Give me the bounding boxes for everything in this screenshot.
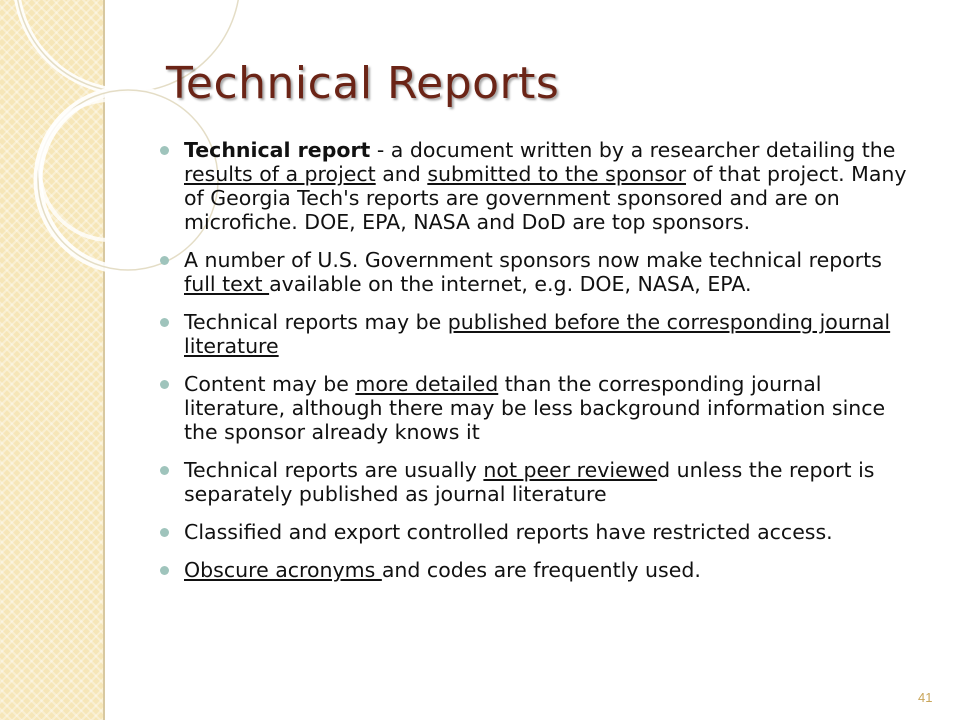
bullet-text: - a document written by a researcher detailing the xyxy=(370,138,896,162)
bullet-text: Content may be xyxy=(184,372,356,396)
underlined-text: published before the corresponding journal literature xyxy=(184,310,891,358)
slide-title: Technical Reports xyxy=(166,58,560,109)
bullet-text: Technical reports are usually xyxy=(184,458,484,482)
bullet-text: and xyxy=(375,162,428,186)
underlined-text: submitted to the sponsor xyxy=(427,162,687,186)
bullet-item xyxy=(160,248,920,296)
bullet-text: A number of U.S. Government sponsors now make technical reports xyxy=(184,248,882,272)
bullet-list xyxy=(160,138,920,596)
bullet-text: of that project. Many of Georgia Tech's reports are government sponsored and are on microfiche. DOE, EPA, NASA and DoD are top sponsors. xyxy=(184,162,907,234)
bullet-item xyxy=(160,520,920,544)
bullet-item xyxy=(160,558,920,582)
bullet-item xyxy=(160,372,920,444)
bullet-text: than the corresponding journal literature, although there may be less background information since the sponsor already knows it xyxy=(184,372,886,444)
underlined-text: results of a project xyxy=(184,162,376,186)
bullet-text: d unless the report is separately published as journal literature xyxy=(184,458,875,506)
underlined-text: full text xyxy=(184,272,270,296)
bullet-dot-icon xyxy=(160,566,169,575)
underlined-text: more detailed xyxy=(355,372,499,396)
underlined-text: not peer reviewe xyxy=(483,458,658,482)
bullet-text: Classified and export controlled reports have restricted access. xyxy=(184,520,833,544)
bullet-item xyxy=(160,310,920,358)
bullet-dot-icon xyxy=(160,256,169,265)
decorative-sidebar xyxy=(0,0,105,720)
underlined-text: Obscure acronyms xyxy=(184,558,382,582)
bullet-dot-icon xyxy=(160,380,169,389)
bullet-dot-icon xyxy=(160,146,169,155)
bullet-item xyxy=(160,458,920,506)
page-number: 41 xyxy=(918,690,933,705)
bold-text: Technical report xyxy=(184,138,371,162)
bullet-item xyxy=(160,138,920,234)
bullet-text: available on the internet, e.g. DOE, NASA, EPA. xyxy=(269,272,752,296)
bullet-text: Technical reports may be xyxy=(184,310,448,334)
bullet-text: and codes are frequently used. xyxy=(381,558,701,582)
bullet-dot-icon xyxy=(160,528,169,537)
bullet-dot-icon xyxy=(160,318,169,327)
bullet-dot-icon xyxy=(160,466,169,475)
